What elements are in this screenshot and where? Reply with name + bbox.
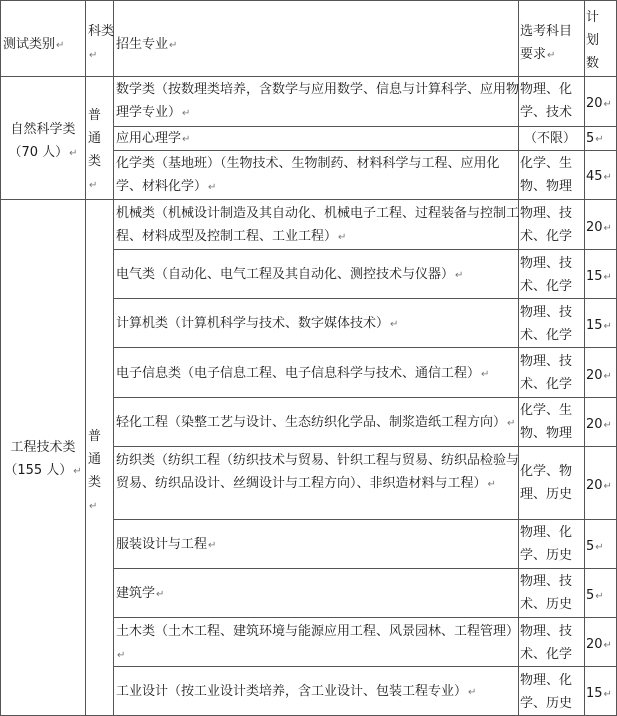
header-major bbox=[116, 33, 516, 57]
para-mark: ↵ bbox=[117, 650, 126, 661]
grid-line bbox=[113, 249, 617, 250]
table-row-subjects bbox=[520, 521, 586, 567]
para-mark: ↵ bbox=[487, 479, 496, 490]
header-category-text: 测试类别 bbox=[3, 37, 56, 52]
plan-text: 20 bbox=[586, 417, 603, 432]
header-subjects-text: 选考科目要求 bbox=[520, 24, 573, 62]
para-mark: ↵ bbox=[89, 501, 98, 512]
major-text: 服装设计与工程 bbox=[116, 537, 208, 552]
para-mark: ↵ bbox=[603, 272, 612, 283]
para-mark: ↵ bbox=[73, 466, 82, 477]
para-mark: ↵ bbox=[182, 134, 191, 145]
table-row-subjects bbox=[520, 399, 586, 445]
subjects-text: 物理、化学、技术 bbox=[520, 82, 573, 120]
table-row-plan bbox=[586, 265, 616, 289]
table-row-plan bbox=[586, 584, 616, 608]
table-row-subjects bbox=[520, 301, 586, 347]
subjects-text: 物理、技术、化学 bbox=[520, 354, 573, 392]
group-category-count: （155 人） bbox=[4, 463, 73, 478]
table-row-major bbox=[116, 312, 519, 336]
grid-line bbox=[113, 617, 617, 618]
table-row-major bbox=[116, 620, 519, 667]
para-mark: ↵ bbox=[89, 180, 98, 191]
para-mark: ↵ bbox=[603, 321, 612, 332]
table-row-major bbox=[116, 582, 519, 606]
subjects-text: 物理、化学、历史 bbox=[520, 673, 573, 711]
grid-line bbox=[0, 0, 1, 716]
para-mark: ↵ bbox=[56, 40, 65, 51]
grid-line bbox=[113, 519, 617, 520]
group-category bbox=[1, 436, 85, 483]
para-mark: ↵ bbox=[89, 50, 98, 61]
major-text: 纺织类（纺织工程（纺织技术与贸易、针织工程与贸易、纺织品检验与贸易、纺织品设计、丝绸设计与工程方向）、非织造材料与工程） bbox=[116, 453, 519, 491]
plan-text: 20 bbox=[586, 637, 603, 652]
table-row-major bbox=[116, 78, 519, 125]
grid-line bbox=[113, 397, 617, 398]
table-row-major bbox=[116, 449, 519, 496]
plan-text: 5 bbox=[586, 131, 595, 146]
grid-line bbox=[0, 76, 617, 77]
major-text: 工业设计（按工业设计类培养，含工业设计、包装工程专业） bbox=[116, 684, 468, 699]
para-mark: ↵ bbox=[603, 371, 612, 382]
major-text: 电子信息类（电子信息工程、电子信息科学与技术、通信工程） bbox=[116, 366, 481, 381]
para-mark: ↵ bbox=[603, 420, 612, 431]
subjects-text: 物理、技术、化学 bbox=[520, 206, 573, 244]
header-category bbox=[3, 33, 83, 57]
para-mark: ↵ bbox=[390, 319, 399, 330]
header-subjects bbox=[520, 20, 584, 67]
header-type-text: 科类 bbox=[88, 24, 115, 39]
grid-line bbox=[85, 0, 86, 716]
major-text: 建筑学 bbox=[116, 586, 156, 601]
table-row-major bbox=[116, 411, 519, 435]
group-category-name: 工程技术类 bbox=[10, 440, 76, 455]
major-text: 数学类（按数理类培养，含数学与应用数学、信息与计算科学、应用物理学专业） bbox=[116, 82, 519, 120]
header-plan-text: 计划数 bbox=[586, 10, 600, 71]
para-mark: ↵ bbox=[595, 134, 604, 145]
para-mark: ↵ bbox=[468, 687, 477, 698]
table-row-subjects bbox=[520, 669, 586, 715]
table-row-plan bbox=[586, 127, 616, 151]
plan-text: 5 bbox=[586, 588, 595, 603]
grid-line bbox=[113, 347, 617, 348]
plan-text: 20 bbox=[586, 368, 603, 383]
table-row-plan bbox=[586, 216, 616, 240]
group-category-name: 自然科学类 bbox=[10, 122, 76, 137]
table-row-major bbox=[116, 127, 519, 151]
table-row-plan bbox=[586, 633, 616, 657]
subjects-text: 物理、化学、历史 bbox=[520, 525, 573, 563]
plan-text: 15 bbox=[586, 269, 603, 284]
plan-text: 15 bbox=[586, 686, 603, 701]
para-mark: ↵ bbox=[182, 108, 191, 119]
major-text: 土木类（土木工程、建筑环境与能源应用工程、风景园林、工程管理） bbox=[116, 624, 519, 639]
header-plan bbox=[586, 6, 601, 75]
grid-line bbox=[0, 199, 617, 200]
major-text: 应用心理学 bbox=[116, 131, 182, 146]
para-mark: ↵ bbox=[169, 40, 178, 51]
table-row-subjects bbox=[520, 620, 586, 666]
grid-line bbox=[113, 298, 617, 299]
para-mark: ↵ bbox=[455, 270, 464, 281]
group-category bbox=[1, 118, 85, 165]
plan-text: 5 bbox=[586, 539, 595, 554]
grid-line bbox=[113, 446, 617, 447]
major-text: 化学类（基地班）（生物技术、生物制药、材料科学与工程、应用化学、材料化学） bbox=[116, 156, 500, 194]
para-mark: ↵ bbox=[603, 481, 612, 492]
table-row-subjects bbox=[520, 202, 586, 248]
table-row-plan bbox=[586, 92, 616, 116]
plan-text: 20 bbox=[586, 220, 603, 235]
plan-text: 15 bbox=[586, 318, 603, 333]
subjects-text: 化学、生物、物理 bbox=[520, 403, 573, 441]
table-row-plan bbox=[586, 165, 616, 189]
table-row-major bbox=[116, 362, 519, 386]
plan-text: 20 bbox=[586, 478, 603, 493]
para-mark: ↵ bbox=[595, 591, 604, 602]
grid-line bbox=[113, 568, 617, 569]
para-mark: ↵ bbox=[547, 50, 556, 61]
subjects-text: 物理、技术、化学 bbox=[520, 624, 573, 662]
para-mark: ↵ bbox=[208, 182, 217, 193]
table-row-subjects bbox=[520, 460, 586, 506]
para-mark: ↵ bbox=[603, 99, 612, 110]
major-text: 计算机类（计算机科学与技术、数字媒体技术） bbox=[116, 316, 390, 331]
para-mark: ↵ bbox=[595, 542, 604, 553]
table-row-plan bbox=[586, 682, 616, 706]
header-type bbox=[88, 20, 115, 67]
plan-text: 45 bbox=[586, 169, 603, 184]
para-mark: ↵ bbox=[69, 148, 78, 159]
group-type-text: 普通类 bbox=[88, 429, 102, 490]
para-mark: ↵ bbox=[603, 172, 612, 183]
para-mark: ↵ bbox=[507, 418, 516, 429]
table-row-subjects bbox=[520, 252, 586, 298]
table-row-plan bbox=[586, 314, 616, 338]
subjects-text: 物理、技术、化学 bbox=[520, 256, 573, 294]
major-text: 电气类（自动化、电气工程及其自动化、测控技术与仪器） bbox=[116, 267, 455, 282]
plan-text: 20 bbox=[586, 96, 603, 111]
subjects-text: 物理、技术、化学 bbox=[520, 305, 573, 343]
table-row-major bbox=[116, 263, 519, 287]
table-row-plan bbox=[586, 364, 616, 388]
header-major-text: 招生专业 bbox=[116, 37, 169, 52]
grid-line bbox=[0, 0, 617, 1]
table-row-subjects bbox=[520, 350, 586, 396]
table-row-major bbox=[116, 202, 519, 249]
subjects-text: 化学、生物、物理 bbox=[520, 156, 573, 194]
table-row-subjects bbox=[520, 152, 586, 198]
table-row-plan bbox=[586, 474, 616, 498]
subjects-text: 物理、技术、历史 bbox=[520, 574, 573, 612]
para-mark: ↵ bbox=[208, 540, 217, 551]
table-row-major bbox=[116, 533, 519, 557]
major-text: 轻化工程（染整工艺与设计、生态纺织化学品、制浆造纸工程方向） bbox=[116, 415, 507, 430]
table-row-major bbox=[116, 680, 519, 704]
group-type bbox=[88, 425, 103, 518]
table-row-major bbox=[116, 152, 519, 199]
group-category-count: （70 人） bbox=[8, 145, 69, 160]
major-text: 机械类（机械设计制造及其自动化、机械电子工程、过程装备与控制工程、材料成型及控制工程、工业工程） bbox=[116, 206, 519, 244]
table-row-subjects bbox=[520, 570, 586, 616]
para-mark: ↵ bbox=[603, 640, 612, 651]
para-mark: ↵ bbox=[156, 589, 165, 600]
subjects-text: 化学、物理、历史 bbox=[520, 464, 573, 502]
group-type bbox=[88, 104, 103, 197]
para-mark: ↵ bbox=[603, 689, 612, 700]
table-row-subjects bbox=[520, 78, 586, 124]
group-type-text: 普通类 bbox=[88, 108, 102, 169]
table-row-subjects bbox=[524, 127, 584, 150]
para-mark: ↵ bbox=[338, 232, 347, 243]
para-mark: ↵ bbox=[481, 369, 490, 380]
para-mark: ↵ bbox=[603, 223, 612, 234]
table-row-plan bbox=[586, 535, 616, 559]
table-row-plan bbox=[586, 413, 616, 437]
grid-line bbox=[113, 0, 114, 716]
subjects-text: （不限） bbox=[524, 131, 577, 146]
